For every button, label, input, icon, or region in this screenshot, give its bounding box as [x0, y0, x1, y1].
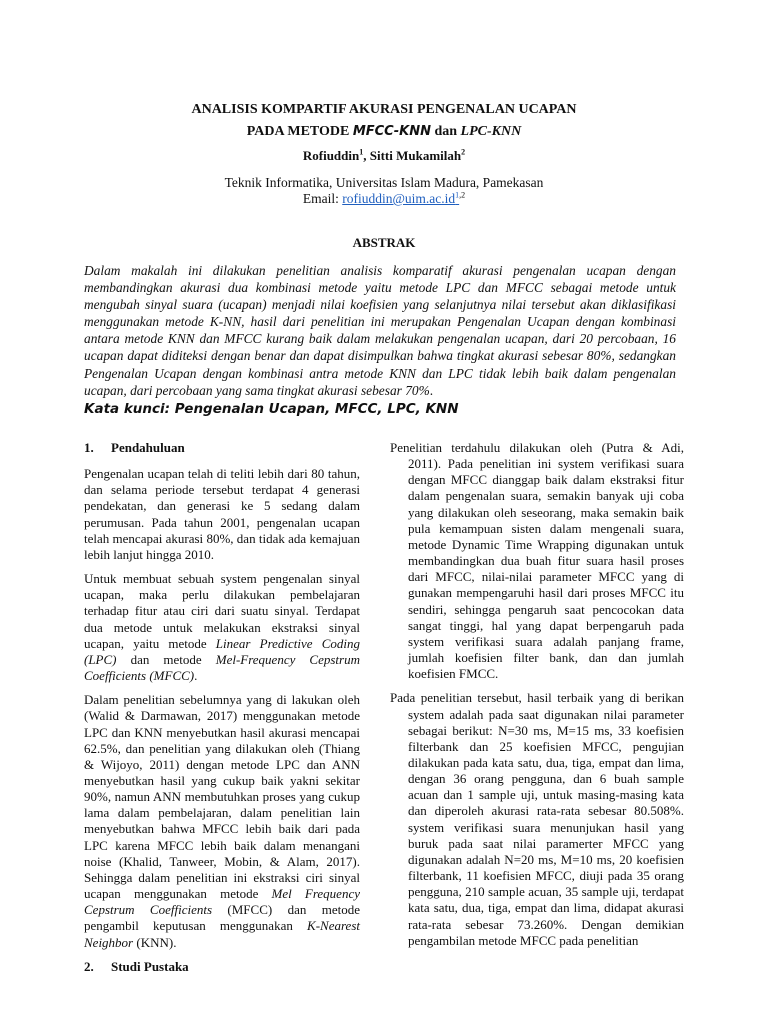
section-number: 2. [84, 958, 94, 974]
paragraph-intro-1: Pengenalan ucapan telah di teliti lebih dari 80 tahun, dan selama periode tersebut terdapat 4 generasi pendekatan, dan generasi ke 5 sedang dalam perumusan. Pada tahun 2001, pengenalan ucapan telah mencapai akurasi 80%, dan tidak ada kemajuan lebih lanjut hingga 2010. [84, 466, 360, 562]
abstract-text: Dalam makalah ini dilakukan penelitian analisis komparatif akurasi pengenalan ucapan dengan membandingkan akurasi dua kombinasi metode yaitu metode LPC dan MFCC sebagai metode untuk mengubah sinyal suara (ucapan) menjadi nilai koefisien yang selanjutnya nilai tersebut akan diklasifikasi menggunakan metode K-NN, hasil dari penelitian ini merupakan Pengenalan Ucapan dengan kombinasi antara metode KNN dan MFCC kurang baik dalam melakukan pengenalan ucapan, dari 20 percobaan, 16 ucapan dapat diditeksi dengan benar dan dapat disimpulkan bahwa tingkat akurasi sebesar 80%, sedangkan Pengenalan Ucapan dengan kombinasi antra metode KNN dan LPC tidak lebih baik dalam pengenalan ucapan, dari percobaan yang sama tingkat akurasi sebesar 70% [84, 263, 676, 398]
author-2: Sitti Mukamilah [369, 148, 462, 163]
email-link[interactable]: $rofiuddin@uim.ac.id^1$ [342, 190, 460, 206]
paragraph-related-2: Pada penelitian tersebut, hasil terbaik yang di berikan system adalah pada saat digunakan nilai parameter sebagai berikut: N=30 ms, M=15 ms, 33 koefisien filterbank dan 25 koefisien MFCC, pengujian dilakukan pada kata satu, dua, tiga, empat dan lima, dengan 36 orang pengguna, dan 6 buah sample acuan dan 1 sample uji, untuk masing-masing kata dan diperoleh akurasi rata-rata sebesar 80.508%. system verifikasi suara menunjukan hasil yang buruk pada saat nilai paramerter MFCC yang digunakan adalah N=20 ms, M=10 ms, 20 koefisien filterbank, 11 koefisien MFCC, diuji pada 35 orang pengguna, 210 sample acuan, 35 sample uji, terdapat kata satu, dua, tiga, empat dan lima, didapat akurasi rata-rata sebesar 73.260%. Dengan demikian pengambilan metode MFCC pada penelitian [390, 690, 684, 948]
title-and: dan [430, 124, 461, 139]
title-method-mfcc-knn: MFCC-KNN [352, 124, 431, 139]
section-number: 1. [84, 440, 94, 455]
author-1-affil: 1 [359, 147, 364, 157]
title-line-2 [80, 121, 688, 143]
right-column [390, 440, 684, 957]
section-title: Studi Pustaka [111, 958, 189, 974]
paragraph-intro-2: Untuk membuat sebuah system pengenalan sinyal ucapan, maka perlu dilakukan pembelajaran terhadap fitur atau ciri dari suatu sinyal. Terdapat dua metode untuk melakukan ekstraksi sinyal ucapan, yaitu metode Linear Predictive Coding (LPC) dan metode Mel-Frequency Cepstrum Coefficients (MFCC). [84, 571, 360, 684]
affiliation [80, 175, 688, 207]
author-list [80, 148, 688, 164]
section-heading-pendahuluan [84, 440, 360, 456]
left-column [84, 440, 360, 985]
paragraph-related-1: Penelitian terdahulu dilakukan oleh (Putra & Adi, 2011). Pada penelitian ini system verifikasi suara dengan MFCC dianggap baik dalam ekstraksi fitur dalam pengenalan suara, semakin banyak uji coba yang dilakukan oleh seseorang, maka semakin baik pula kemampuan sisten dalam mengenali suara, metode Dynamic Time Wrapping digunakan untuk membandingkan dua buah fitur suara hasil proses dari MFCC, nilai-nilai parameter MFCC yang di gunakan mempengaruhi hasil dari proses MFCC itu sendiri, sehingga pengaruh saat pencocokan data sangat tinggi, hal yang dapat berpengaruh pada system verifikasi suara adalah panjang frame, jumlah koefisien filter bank, dan dan jumlah koefisien FMCC. [390, 440, 684, 682]
term-knn: K-Nearest Neighbor [84, 918, 360, 950]
author-separator: , [363, 148, 370, 163]
title-line-1: ANALISIS KOMPARTIF AKURASI PENGENALAN UCAPAN [191, 102, 577, 117]
paragraph-intro-3: Dalam penelitian sebelumnya yang di lakukan oleh (Walid & Darmawan, 2017) menggunakan metode LPC dan KNN menyebutkan hasil akurasi mencapai 62.5%, dan penelitian yang dilakukan oleh (Thiang & Wijoyo, 2011) dengan metode LPC dan ANN menyebutkan hasil yang cukup baik yakni sekitar 90%, namun ANN membutuhkan proses yang cukup lama dalam pembelajaran, dalam penelitian lain menyebutkan bahwa MFCC lebih baik dari pada LPC karena MFCC lebih baik dalam menangani noise (Khalid, Tanweer, Mobin, & Alam, 2017). Sehingga dalam penelitian ini ekstraksi ciri sinyal ucapan menggunakan metode Mel Frequency Cepstrum Coefficients (MFCC) dan metode pengambil keputusan menggunakan K-Nearest Neighbor (KNN). [84, 692, 360, 950]
section-title: Pendahuluan [111, 440, 185, 455]
section-heading-studi-pustaka [84, 959, 360, 975]
title-prefix: PADA METODE [246, 124, 353, 139]
author-2-affil: 2 [461, 147, 466, 157]
keywords: Kata kunci: Pengenalan Ucapan, MFCC, LPC, KNN [84, 401, 459, 417]
term-mfcc: Mel-Frequency Cepstrum Coefficients (MFCC) [84, 651, 360, 684]
abstract-heading: ABSTRAK [352, 235, 416, 250]
term-lpc: Linear Predictive Coding (LPC) [84, 635, 360, 667]
paper-title [80, 99, 688, 143]
abstract-body [84, 262, 676, 399]
author-1: Rofiuddin [302, 148, 360, 163]
institution: Teknik Informatika, Universitas Islam Madura, Pamekasan [224, 175, 544, 190]
email-affil: ,2 [459, 190, 466, 200]
title-method-lpc-knn: LPC-KNN [460, 124, 522, 139]
abstract-end: . [429, 382, 434, 398]
email-line [80, 191, 688, 207]
email-label: Email: [302, 191, 343, 206]
term-mfcc-full: Mel Frequency Cepstrum Coefficients [84, 886, 360, 918]
